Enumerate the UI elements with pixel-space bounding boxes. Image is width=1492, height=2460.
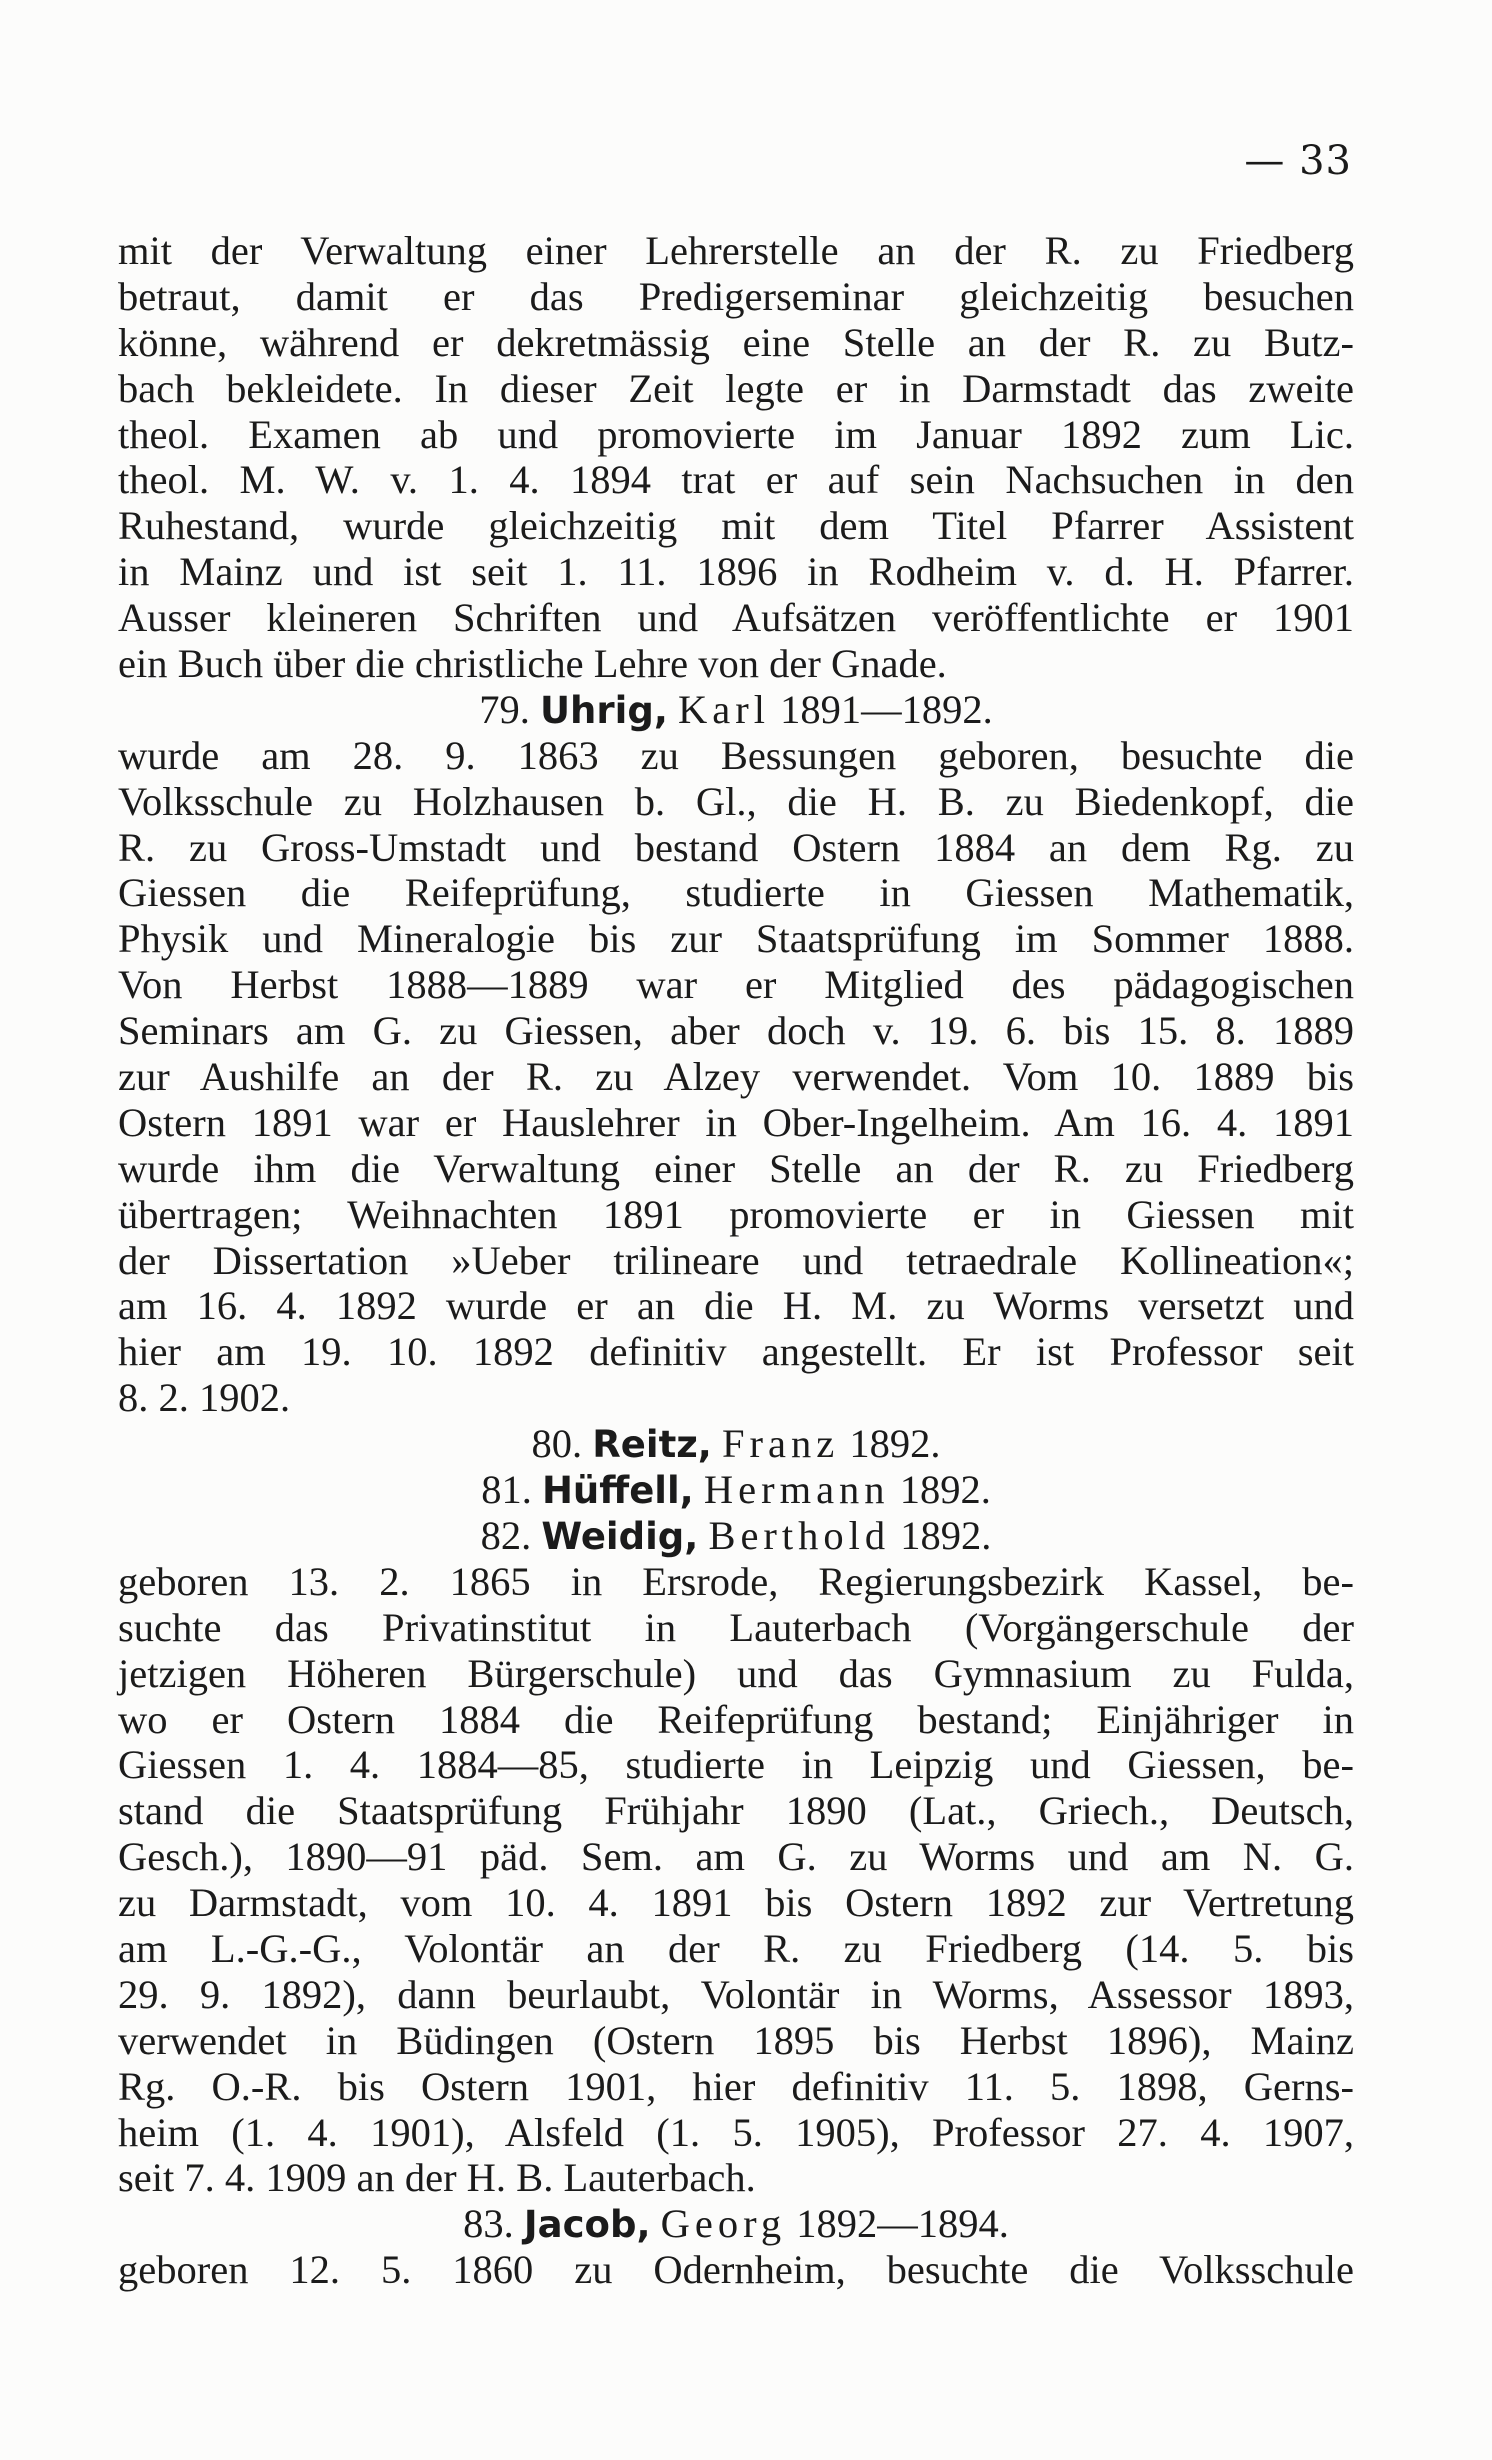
page-number: — 33 (1244, 138, 1352, 184)
text-line: 8. 2. 1902. (118, 1375, 291, 1421)
entry-given-name: Berthold (708, 1512, 891, 1558)
entry-years: 1891—1892. (780, 686, 993, 732)
text-line: bach bekleidete. In dieser Zeit legte er in Darmstadt das zweite (118, 365, 1354, 411)
text-line: Physik und Mineralogie bis zur Staatsprüfung im Sommer 1888. (118, 916, 1354, 962)
entry-number: 79. (479, 686, 530, 732)
entry-heading-79 (118, 687, 1354, 733)
text-line: verwendet in Büdingen (Ostern 1895 bis Herbst 1896), Mainz (118, 2017, 1354, 2063)
text-line: wo er Ostern 1884 die Reifeprüfung bestand; Einjähriger in (118, 1696, 1354, 1742)
text-line: Giessen 1. 4. 1884—85, studierte in Leipzig und Giessen, be- (118, 1742, 1354, 1788)
text-line: zu Darmstadt, vom 10. 4. 1891 bis Ostern 1892 zur Vertretung (118, 1880, 1354, 1926)
entry-given-name: Georg (660, 2201, 787, 2247)
entry-heading-82 (118, 1513, 1354, 1559)
text-line: übertragen; Weihnachten 1891 promovierte er in Giessen mit (118, 1191, 1354, 1237)
text-line: Ausser kleineren Schriften und Aufsätzen veröffentlichte er 1901 (118, 595, 1354, 641)
text-line: am 16. 4. 1892 wurde er an die H. M. zu Worms versetzt und (118, 1283, 1354, 1329)
text-line: suchte das Privatinstitut in Lauterbach (Vorgängerschule der (118, 1604, 1354, 1650)
text-line: betraut, damit er das Predigerseminar gleichzeitig besuchen (118, 273, 1354, 319)
text-line: Rg. O.-R. bis Ostern 1901, hier definitiv 11. 5. 1898, Gerns- (118, 2063, 1354, 2109)
entry-years: 1892. (849, 1421, 941, 1467)
text-line: geboren 12. 5. 1860 zu Odernheim, besuchte die Volksschule (118, 2247, 1354, 2293)
text-line: zur Aushilfe an der R. zu Alzey verwendet. Vom 10. 1889 bis (118, 1054, 1354, 1100)
text-line: R. zu Gross-Umstadt und bestand Ostern 1884 an dem Rg. zu (118, 824, 1354, 870)
text-line: Von Herbst 1888—1889 war er Mitglied des pädagogischen (118, 962, 1354, 1008)
entry-number: 81. (481, 1467, 532, 1513)
entry-number: 80. (531, 1421, 583, 1467)
entry-heading-83 (118, 2201, 1354, 2247)
entry-heading-80 (118, 1421, 1354, 1467)
entry-given-name: Karl (678, 686, 770, 732)
text-line: Volksschule zu Holzhausen b. Gl., die H. B. zu Biedenkopf, die (118, 778, 1354, 824)
entry-number: 82. (480, 1512, 532, 1558)
text-line: jetzigen Höheren Bürgerschule) und das Gymnasium zu Fulda, (118, 1650, 1354, 1696)
text-line: mit der Verwaltung einer Lehrerstelle an der R. zu Friedberg (118, 228, 1354, 273)
body-text (118, 228, 1354, 2293)
text-line: geboren 13. 2. 1865 in Ersrode, Regierungsbezirk Kassel, be- (118, 1558, 1354, 1604)
text-line: am L.-G.-G., Volontär an der R. zu Friedberg (14. 5. bis (118, 1925, 1354, 1971)
text-line: Seminars am G. zu Giessen, aber doch v. 19. 6. bis 15. 8. 1889 (118, 1008, 1354, 1054)
text-line: theol. M. W. v. 1. 4. 1894 trat er auf sein Nachsuchen in den (118, 457, 1354, 503)
text-line: heim (1. 4. 1901), Alsfeld (1. 5. 1905), Professor 27. 4. 1907, (118, 2109, 1354, 2155)
entry-years: 1892. (900, 1512, 992, 1558)
entry-years: 1892. (899, 1467, 991, 1513)
text-line: Ostern 1891 war er Hauslehrer in Ober-Ingelheim. Am 16. 4. 1891 (118, 1099, 1354, 1145)
text-line: in Mainz und ist seit 1. 11. 1896 in Rodheim v. d. H. Pfarrer. (118, 549, 1354, 595)
text-line: theol. Examen ab und promovierte im Januar 1892 zum Lic. (118, 411, 1354, 457)
entry-years: 1892—1894. (796, 2201, 1009, 2247)
entry-heading-81 (118, 1467, 1354, 1513)
text-line: 29. 9. 1892), dann beurlaubt, Volontär in Worms, Assessor 1893, (118, 1971, 1354, 2017)
entry-given-name: Franz (721, 1421, 840, 1467)
entry-given-name: Hermann (703, 1467, 890, 1513)
text-line: seit 7. 4. 1909 an der H. B. Lauterbach. (118, 2155, 756, 2201)
entry-number: 83. (463, 2201, 514, 2247)
text-line: stand die Staatsprüfung Frühjahr 1890 (Lat., Griech., Deutsch, (118, 1788, 1354, 1834)
text-line: Ruhestand, wurde gleichzeitig mit dem Titel Pfarrer Assistent (118, 503, 1354, 549)
text-line: wurde ihm die Verwaltung einer Stelle an der R. zu Friedberg (118, 1145, 1354, 1191)
entry-surname: Reitz, (592, 1423, 712, 1467)
text-line: der Dissertation »Ueber trilineare und tetraedrale Kollineation«; (118, 1237, 1354, 1283)
text-line: hier am 19. 10. 1892 definitiv angestellt. Er ist Professor seit (118, 1329, 1354, 1375)
text-line: ein Buch über die christliche Lehre von der Gnade. (118, 641, 947, 687)
text-line: könne, während er dekretmässig eine Stelle an der R. zu Butz- (118, 319, 1354, 365)
entry-surname: Jacob, (523, 2203, 651, 2247)
entry-surname: Uhrig, (540, 688, 668, 732)
text-line: Giessen die Reifeprüfung, studierte in Giessen Mathematik, (118, 870, 1354, 916)
text-line: Gesch.), 1890—91 päd. Sem. am G. zu Worms und am N. G. (118, 1834, 1354, 1880)
entry-surname: Weidig, (541, 1514, 699, 1558)
entry-surname: Hüffell, (541, 1469, 694, 1513)
text-line: wurde am 28. 9. 1863 zu Bessungen geboren, besuchte die (118, 732, 1354, 778)
